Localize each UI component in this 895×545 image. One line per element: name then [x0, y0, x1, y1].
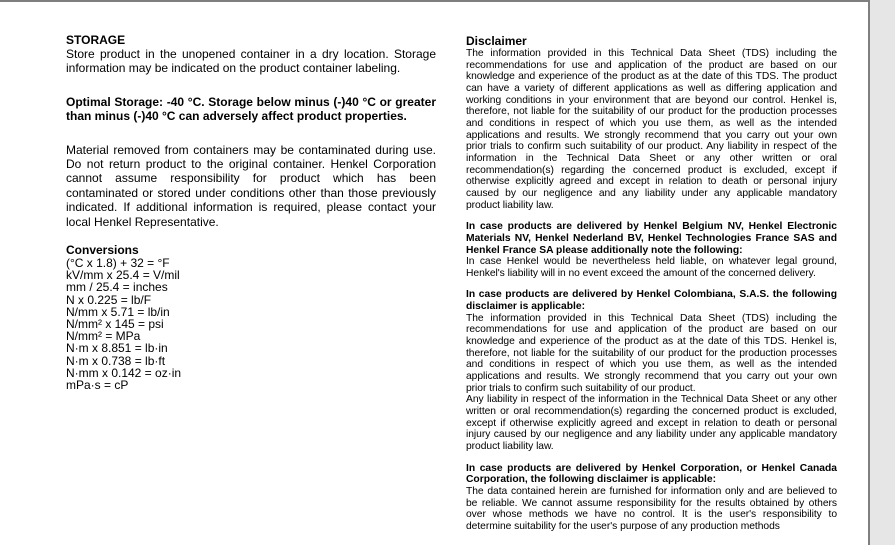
conversion-line: N/mm² = MPa [66, 329, 141, 344]
conversion-line: mm / 25.4 = inches [66, 280, 168, 295]
right-column [466, 34, 837, 533]
colombia-liability-text: Any liability in respect of the information in the Technical Data Sheet or any other written or oral recommendation(s) regarding the concerned product is excluded, except if otherwise explicitly agreed and except in relation to death or personal injury caused by our negligence and any liability under any applicable mandatory product liability law. [466, 394, 837, 452]
conversion-line: N·m x 0.738 = lb·ft [66, 353, 166, 368]
conversions-heading: Conversions [66, 243, 139, 258]
colombia-disclaimer-heading: In case products are delivered by Henkel Colombiana, S.A.S. the following disclaimer is applicable: [466, 289, 837, 313]
conversion-line: mPa·s = cP [66, 378, 129, 393]
storage-heading: STORAGE [66, 33, 126, 47]
disclaimer-general-text: The information provided in this Technical Data Sheet (TDS) including the recommendations for use and application of the product are based on our knowledge and experience of the product as at the date of this TDS. The product can have a variety of different applications as well as differing application and working conditions in your environment that are beyond our control. Henkel is, therefore, not liable for the suitability of our product for the production processes and conditions in respect of which you use them, as well as the intended applications and results. We strongly recommend that you carry out your own prior trials to confirm such suitability of our product. Any liability in respect of the information in the Technical Data Sheet or any other written or oral recommendation(s) regarding the concerned product is excluded, except if otherwise explicitly agreed and except in relation to death or personal injury caused by our negligence and any liability under any applicable mandatory product liability law. [466, 48, 837, 211]
page-border-top [0, 0, 870, 2]
europe-disclaimer-text: In case Henkel would be nevertheless held liable, on whatever legal ground, Henkel's liability will in no event exceed the amount of the concerned delivery. [466, 256, 837, 279]
optimal-storage-text: Optimal Storage: -40 °C. Storage below minus (-)40 °C or greater than minus (-)40 °C can adversely affect product properties. [66, 94, 436, 124]
viewer-gutter [870, 0, 895, 545]
conversion-line: N·m x 8.851 = lb·in [66, 341, 168, 356]
us-canada-disclaimer-text: The data contained herein are furnished for information only and are believed to be reliable. We cannot assume responsibility for the results obtained by others over whose methods we have no control. It is the user's responsibility to determine suitability for the user's purpose of any production methods [466, 485, 837, 532]
europe-disclaimer-heading: In case products are delivered by Henkel Belgium NV, Henkel Electronic Materials NV, Henkel Nederland BV, Henkel Technologies France SAS and Henkel France SA please additionally note the following: [466, 221, 837, 256]
contamination-paragraph: Material removed from containers may be contaminated during use. Do not return product to the original container. Henkel Corporation cannot assume responsibility for product which has been contaminated or stored under conditions other than those previously indicated. If additional information is required, please contact your local Henkel Representative. [66, 142, 436, 229]
colombia-disclaimer-text: The information provided in this Technical Data Sheet (TDS) including the recommendations for use and application of the product are based on our knowledge and experience of the product as at the date of this TDS. Henkel is, therefore, not liable for the suitability of our product for the production processes and conditions in respect of which you use them, as well as the intended applications and results. We strongly recommend that you carry out your own prior trials to confirm such suitability of our product. [466, 312, 837, 394]
left-column [66, 33, 436, 391]
conversions-list [66, 257, 436, 391]
storage-paragraph: Store product in the unopened container in a dry location. Storage information may be indicated on the product container labeling. [66, 47, 436, 76]
conversion-line: N/mm² x 145 = psi [66, 317, 164, 332]
conversion-line: N·mm x 0.142 = oz·in [66, 365, 182, 380]
us-canada-disclaimer-heading: In case products are delivered by Henkel Corporation, or Henkel Canada Corporation, the following disclaimer is applicable: [466, 462, 837, 486]
disclaimer-heading: Disclaimer [466, 34, 527, 48]
conversion-line: kV/mm x 25.4 = V/mil [66, 268, 180, 283]
conversion-line: N/mm x 5.71 = lb/in [66, 304, 170, 319]
conversion-line: N x 0.225 = lb/F [66, 292, 152, 307]
conversion-line: (°C x 1.8) + 32 = °F [66, 256, 170, 271]
